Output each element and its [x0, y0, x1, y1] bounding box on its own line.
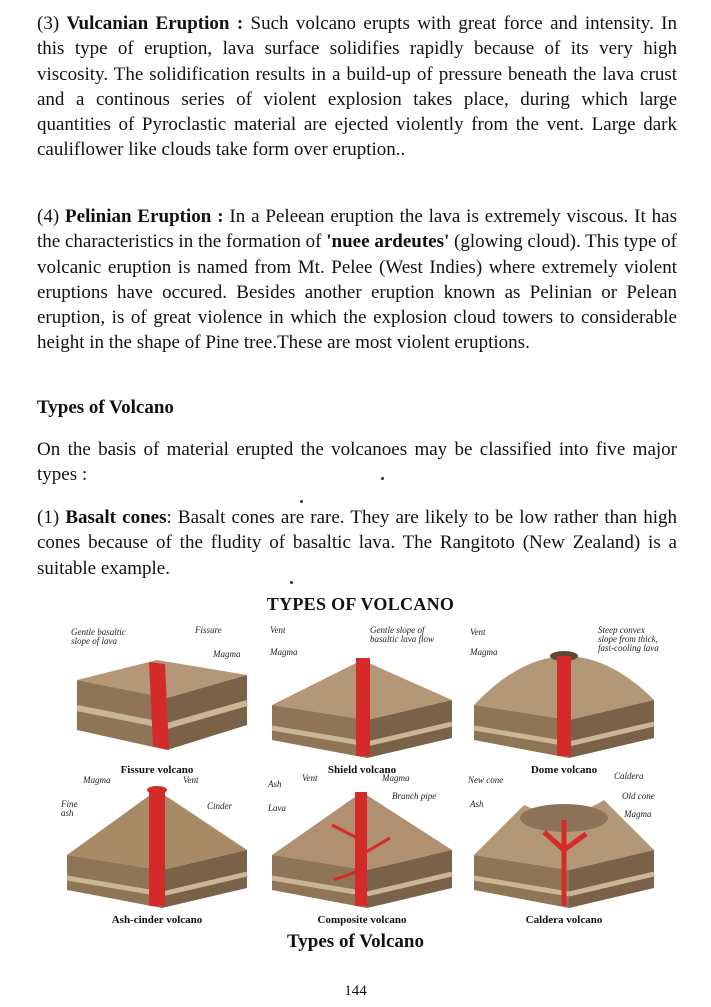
label-magma: Magma	[382, 773, 410, 783]
caption-composite: Composite volcano	[317, 914, 407, 926]
volcano-types-figure	[57, 590, 664, 926]
stray-dot	[290, 581, 293, 584]
caption-ash-cinder: Ash-cinder volcano	[111, 914, 203, 926]
label-lava: Lava	[268, 803, 286, 813]
label-branch-pipe: Branch pipe	[392, 791, 437, 801]
label-vent: Vent	[270, 625, 286, 635]
caption-fissure: Fissure volcano	[120, 764, 194, 776]
intro-paragraph: On the basis of material erupted the volcanoes may be classified into five major types :	[37, 439, 677, 486]
caption-caldera: Caldera volcano	[525, 914, 603, 926]
section-title: Pelinian Eruption :	[65, 206, 224, 227]
panel-fissure	[57, 620, 257, 776]
label-ash: Ash	[470, 799, 484, 809]
label-cinder: Cinder	[207, 801, 233, 811]
panel-caldera	[464, 770, 664, 926]
section-number: (4)	[37, 206, 60, 227]
label-vent: Vent	[470, 627, 486, 637]
section-title: Vulcanian Eruption :	[66, 13, 244, 34]
term-highlight: 'nuee ardeutes'	[326, 231, 450, 253]
label-fine-ash: Fine ash	[61, 799, 78, 818]
label-magma: Magma	[624, 809, 652, 819]
label-caldera: Caldera	[614, 771, 644, 781]
label-steep-slope: Steep convex slope from thick, fast-cooling lava	[598, 625, 659, 653]
section-number: (3)	[37, 13, 60, 34]
panel-composite	[262, 770, 462, 926]
figure-caption: Types of Volcano	[287, 931, 424, 952]
section-text: (glowing cloud). This type of volcanic eruption is named from Mt. Pelee (West Indies) where extremely violent eruptions have occured. Besides another eruption known as Pelinian or Pelean eruption, is of great violence in which the explosion cloud towers to considerable height in the shape of Pine tree.These are most violent eruptions.	[37, 231, 678, 354]
section-number: (1)	[37, 507, 60, 528]
label-magma: Magma	[270, 647, 298, 657]
label-ash: Ash	[268, 779, 282, 789]
page-number: 144	[344, 983, 367, 999]
figure-title: TYPES OF VOLCANO	[266, 594, 455, 614]
label-gentle-slope: Gentle basaltic slope of lava	[71, 627, 126, 646]
ash-cinder-volcano-illustration	[57, 770, 257, 910]
section-text: In a Peleean eruption the lava is extremely viscous. It has the characteristics in the formation of	[37, 206, 677, 253]
label-vent: Vent	[183, 775, 199, 785]
section-text: Such volcano erupts with great force and intensity. In this type of eruption, lava surface solidifies rapidly because of its very high viscosity. The solidification results in a build-up of pressure beneath the lava crust and a continous series of violent explosion takes place, during which large quantities of Pyroclastic material are ejected violently from the vent. Large dark cauliflower like clouds take form over eruption..	[37, 13, 678, 161]
caption-shield: Shield volcano	[327, 764, 397, 776]
label-gentle-slope: Gentle slope of basaltic lava flow	[370, 625, 434, 644]
label-magma: Magma	[213, 649, 241, 659]
panel-ash-cinder	[57, 770, 257, 926]
section-text: : Basalt cones are rare. They are likely to be low rather than high cones because of the fludity of basaltic lava. The Rangitoto (New Zealand) is a suitable example.	[37, 507, 678, 579]
vulcanian-paragraph	[37, 11, 677, 163]
basalt-paragraph	[37, 505, 677, 581]
label-old-cone: Old cone	[622, 791, 655, 801]
section-title: Basalt cones	[65, 507, 167, 528]
label-magma: Magma	[83, 775, 111, 785]
caption-dome: Dome volcano	[530, 764, 598, 776]
label-new-cone: New cone	[468, 775, 504, 785]
stray-dot	[381, 477, 384, 480]
label-magma: Magma	[470, 647, 498, 657]
pelinian-paragraph	[37, 204, 677, 356]
label-fissure: Fissure	[195, 625, 222, 635]
types-heading: Types of Volcano	[37, 397, 174, 418]
stray-dot	[300, 500, 303, 503]
label-vent: Vent	[302, 773, 318, 783]
panel-shield	[262, 620, 462, 776]
